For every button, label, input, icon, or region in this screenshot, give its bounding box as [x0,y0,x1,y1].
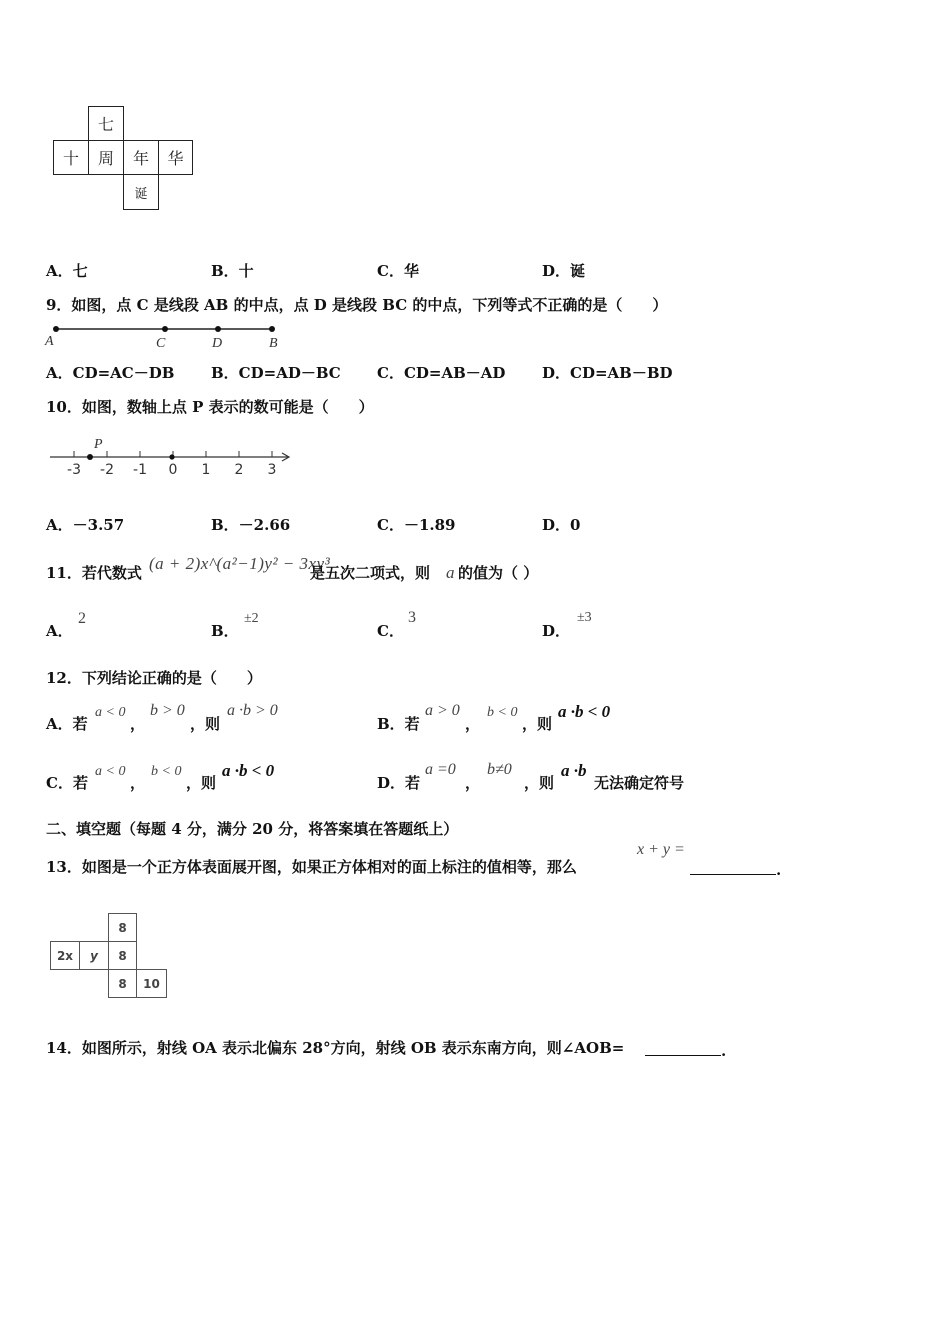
q12-option-c-then: ，则 [186,774,217,792]
q9-option-d: D．CD=AB－BD [542,364,673,382]
q11-option-b-value: ±2 [244,611,259,626]
net-cell: 10 [136,969,167,998]
q11-option-b-letter: B． [211,622,239,640]
point-c [162,326,168,332]
point-b [269,326,275,332]
q9-stem: 9．如图，点 C 是线段 AB 的中点，点 D 是线段 BC 的中点，下列等式不正确的是（ ） [46,296,668,314]
net-cell: 周 [88,140,124,175]
origin-dot [169,454,174,459]
net-cell: 8 [108,913,137,942]
section-2-heading: 二、填空题（每题 4 分，满分 20 分，将答案填在答题纸上） [46,820,459,838]
q12-option-a-then: ，则 [190,715,221,733]
q9-option-b: B．CD=AD－BC [211,364,341,382]
q11-option-d-value: ±3 [577,610,592,625]
q11-suffix-1: 是五次二项式，则 [310,564,431,582]
point-a [53,326,59,332]
q12-option-d-result: a ·b [561,761,587,780]
label-d: D [212,336,223,350]
q11-option-a-value: 2 [78,610,86,627]
q9-option-a: A．CD=AC－DB [46,364,175,382]
q10-stem: 10．如图，数轴上点 P 表示的数可能是（ ） [46,398,374,416]
label-a: A [45,334,54,349]
q10-number-line [46,434,296,480]
axis-tick-label: 3 [267,462,277,478]
label-p: P [94,437,103,452]
q13-expression: x + y = [637,841,685,858]
q12-option-c-result: a ·b < 0 [222,761,275,780]
point-d [215,326,221,332]
q12-option-c-label: C．若 [46,774,88,792]
q12-option-d-tail: 无法确定符号 [594,774,685,792]
net-cell: 十 [53,140,89,175]
net-cell: y [79,941,109,970]
q12-option-c-cond1: a < 0 [95,764,126,779]
q11-option-d-letter: D． [542,622,571,640]
q11-option-c-letter: C． [377,622,404,640]
q12-option-d-comma: ， [465,774,481,792]
axis-tick-label: -2 [100,462,114,478]
q10-option-a: A．－3.57 [46,516,125,534]
net-cell: 七 [88,106,124,141]
label-c: C [156,336,166,350]
q13-stem: 13．如图是一个正方体表面展开图，如果正方体相对的面上标注的值相等，那么 [46,858,577,876]
net-cell: 年 [123,140,159,175]
q12-option-a-cond1: a < 0 [95,705,126,720]
q13-answer-blank[interactable] [690,858,781,879]
q11-expression: (a + 2)x^(a²−1)y² − 3xy³ [149,554,331,573]
q12-option-c-cond2: b < 0 [151,764,182,779]
axis-tick-label: 1 [201,462,211,478]
net-cell: 诞 [123,174,159,210]
q14-stem: 14．如图所示，射线 OA 表示北偏东 28°方向，射线 OB 表示东南方向，则∠AOB= [46,1039,625,1057]
q14-answer-blank[interactable] [645,1039,726,1060]
net-cell: 8 [108,941,137,970]
q12-option-d-cond1: a =0 [425,761,456,778]
net-cell: 8 [108,969,137,998]
q12-option-d-cond2: b≠0 [487,761,512,778]
axis-tick-label: -1 [133,462,147,478]
q8-option-b: B．十 [211,262,254,280]
q12-stem: 12．下列结论正确的是（ ） [46,669,262,687]
q12-option-a-label: A．若 [46,715,88,733]
q12-option-d-then: ，则 [524,774,555,792]
axis-tick-label: 2 [234,462,244,478]
q8-option-a: A．七 [46,262,88,280]
q9-option-c: C．CD=AB－AD [377,364,506,382]
q13-period: . [776,861,782,879]
q10-option-d: D．0 [542,516,581,534]
net-cell: 2x [50,941,80,970]
label-b: B [269,336,278,350]
point-p [87,454,93,460]
q12-option-b-result: a ·b < 0 [558,702,611,721]
q12-option-b-cond1: a > 0 [425,702,460,719]
q12-option-a-cond2: b > 0 [150,702,185,719]
q8-option-c: C．华 [377,262,419,280]
net-cell: 华 [158,140,193,175]
q10-option-b: B．－2.66 [211,516,291,534]
q9-segment-figure [40,322,290,350]
q11-prefix: 11．若代数式 [46,564,142,582]
axis-tick-label: 0 [168,462,178,478]
q12-option-b-comma: ， [465,715,481,733]
q11-option-a-letter: A． [46,622,73,640]
q14-period: . [721,1042,727,1060]
axis-tick-label: -3 [67,462,81,478]
q12-option-a-comma: ， [130,715,146,733]
q12-option-c-comma: ， [130,774,146,792]
q11-suffix-2: 的值为（ ） [458,564,539,582]
q10-option-c: C．－1.89 [377,516,456,534]
q12-option-d-label: D．若 [377,774,421,792]
q12-option-b-then: ，则 [522,715,553,733]
q12-option-b-cond2: b < 0 [487,705,518,720]
q8-option-d: D．诞 [542,262,586,280]
q11-option-c-value: 3 [408,609,416,626]
q12-option-b-label: B．若 [377,715,420,733]
q11-var: a [446,563,455,582]
q12-option-a-result: a ·b > 0 [227,702,278,719]
